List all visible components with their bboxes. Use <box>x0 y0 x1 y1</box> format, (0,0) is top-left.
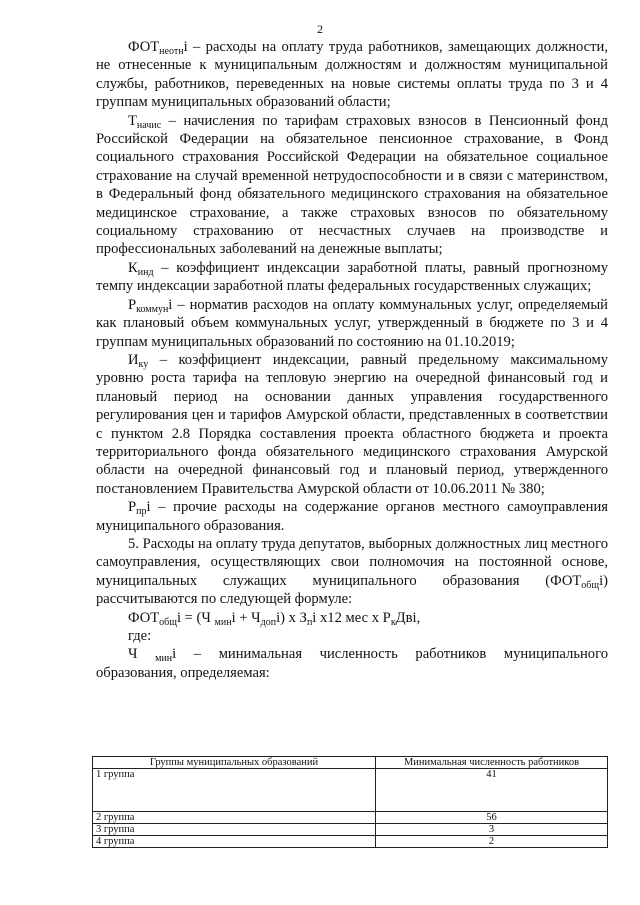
symbol-subscript: общ <box>581 579 600 591</box>
symbol-subscript: неотн <box>159 46 184 57</box>
group-cell: 3 группа <box>93 824 376 836</box>
symbol-subscript: ку <box>138 358 149 370</box>
item-text: 5. Расходы на оплату труда депутатов, выборных должностных лиц местного самоуправления, осуществляющих свои полномочия на постоянной основе, муниципальных служащих муниципального образования (ФОТ <box>96 535 609 589</box>
paragraph-fot-neotn <box>96 38 608 112</box>
symbol: Р <box>128 296 137 313</box>
min-staff-table <box>92 756 608 848</box>
definition-text: – коэффициент индексации заработной платы, равный прогнозному темпу индексации заработной платы федеральных государственных служащих; <box>96 259 608 295</box>
definition-text: i – минимальная численность работников муниципального образования, определяемая: <box>96 646 608 681</box>
formula-sub: общ <box>159 616 177 628</box>
definition-text: – расходы на оплату труда работников, замещающих должности, не отнесенные к муниципальным должностям и должностям муниципальной службы, работников, переведенных на новые системы оплаты труда по 3 и 4 группам муниципальных образований области; <box>96 39 608 111</box>
formula-part: i х12 мес х Р <box>312 609 391 626</box>
symbol-index: i <box>183 39 188 55</box>
page-number: 2 <box>317 22 323 36</box>
document-body <box>96 38 608 682</box>
table-row <box>93 812 608 824</box>
formula-sub: п <box>306 616 313 628</box>
where-label: где: <box>128 628 152 644</box>
group-cell: 2 группа <box>93 812 376 824</box>
formula-part: i) х З <box>276 609 307 626</box>
table-header-group: Группы муниципальных образований <box>93 757 376 769</box>
group-cell: 4 группа <box>93 836 376 848</box>
paragraph-r-kommun <box>96 296 608 351</box>
item-tail: i) рассчитываются по следующей формуле: <box>96 572 608 608</box>
count-cell: 41 <box>376 769 608 812</box>
symbol: Р <box>128 499 137 516</box>
count-cell: 2 <box>376 836 608 848</box>
symbol-subscript: пр <box>136 506 147 518</box>
formula-part: i + Ч <box>231 609 261 626</box>
table-row <box>93 769 608 812</box>
symbol: И <box>128 351 139 368</box>
symbol-subscript: коммун <box>136 303 169 315</box>
formula-part: ФОТ <box>128 609 160 626</box>
paragraph-i-ku <box>96 351 608 498</box>
paragraph-k-ind <box>96 259 608 296</box>
group-cell: 1 группа <box>93 769 376 812</box>
table-header-count: Минимальная численность работников <box>376 757 608 769</box>
paragraph-ch-min <box>96 645 608 682</box>
count-cell: 3 <box>376 824 608 836</box>
count-cell: 56 <box>376 812 608 824</box>
paragraph-item-5 <box>96 535 608 609</box>
table-row <box>93 824 608 836</box>
formula-part: i = (Ч <box>176 609 215 626</box>
symbol-subscript: мин <box>155 653 173 665</box>
formula <box>96 609 608 627</box>
symbol: ФОТ <box>128 39 160 55</box>
symbol: К <box>128 259 138 276</box>
formula-sub: к <box>390 616 396 628</box>
definition-text: – прочие расходы на содержание органов местного самоуправления муниципального образования. <box>96 499 608 534</box>
symbol-subscript: инд <box>137 266 154 278</box>
symbol-index: i <box>168 296 173 313</box>
symbol-index: i <box>146 499 151 516</box>
table-row <box>93 836 608 848</box>
paragraph-t-nachis <box>96 112 608 259</box>
paragraph-r-pr <box>96 498 608 535</box>
table-header-row <box>93 757 608 769</box>
formula-sub: доп <box>260 616 277 628</box>
definition-text: – начисления по тарифам страховых взносов в Пенсионный фонд Российской Федерации на обязательное пенсионное страхование, в Фонд социального страхования Российской Федерации на обязательное социальное страхование на случай временной нетрудоспособности и в связи с материнством, в Федеральный фонд обязательного медицинского страхования на обязательное медицинское страхование, а также страховых взносов по обязательному социальному страхованию от несчастных случаев на производстве и профессиональных заболеваний на денежные выплаты; <box>96 112 608 258</box>
definition-text: – норматив расходов на оплату коммунальных услуг, определяемый как плановый объем коммунальных услуг, утвержденный в бюджете по 3 и 4 группам муниципальных образований по состоянию на 01.10.2019; <box>96 296 608 350</box>
symbol: Ч <box>128 646 138 663</box>
definition-text: – коэффициент индексации, равный предельному максимальному уровню роста тарифа на тепловую энергию на очередной финансовый год и плановый период на основании данных управления государственного регулирования цен и тарифов Амурской области, представленных в соответствии с пунктом 2.8 Порядка составления проекта областного бюджета и проекта территориального фонда обязательного медицинского страхования Амурской области на очередной финансовый год и плановый период, утвержденного постановлением Правительства Амурской области от 10.06.2011 № 380; <box>96 351 608 497</box>
symbol: Т <box>128 112 137 129</box>
formula-part: Дві, <box>395 609 421 626</box>
symbol-subscript: начис <box>136 119 162 131</box>
formula-sub: мин <box>214 616 232 628</box>
